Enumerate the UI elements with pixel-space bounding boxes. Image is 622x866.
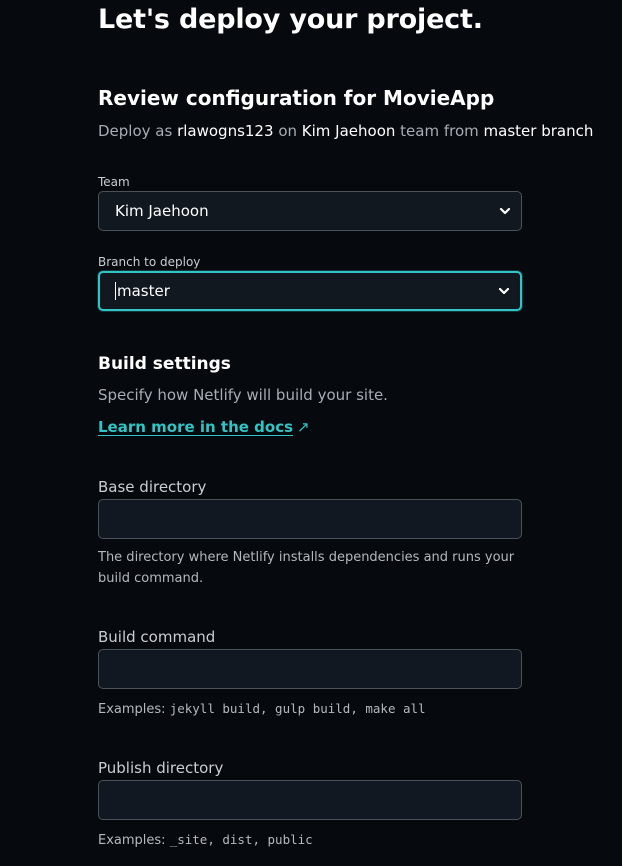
build-command-help-prefix: Examples: [98, 702, 166, 717]
build-command-help [98, 698, 528, 720]
docs-link[interactable] [98, 418, 310, 436]
publish-directory-label: Publish directory [98, 759, 224, 777]
team-label: Team [98, 175, 130, 189]
base-directory-help: The directory where Netlify installs dependencies and runs your build command. [98, 550, 515, 586]
team-select[interactable] [98, 191, 522, 231]
build-command-input[interactable] [98, 649, 522, 689]
deploy-branch: master branch [483, 122, 594, 140]
base-directory-label: Base directory [98, 478, 207, 496]
build-settings-description: Specify how Netlify will build your site. [98, 386, 388, 404]
publish-directory-help [98, 829, 528, 851]
build-command-label: Build command [98, 628, 216, 646]
docs-link-text: Learn more in the docs [98, 418, 294, 436]
deploy-team-word: team from [400, 122, 479, 140]
review-config-title: Review configuration for MovieApp [98, 86, 495, 110]
base-directory-input[interactable] [98, 499, 522, 539]
text-caret [115, 282, 116, 300]
branch-select-value: master [117, 282, 170, 300]
deploy-user: rlawogns123 [177, 122, 274, 140]
build-command-examples: jekyll build, gulp build, make all [169, 701, 426, 716]
deploy-team: Kim Jaehoon [301, 122, 396, 140]
team-select-value: Kim Jaehoon [115, 202, 209, 220]
branch-label: Branch to deploy [98, 255, 201, 269]
chevron-down-icon [498, 285, 510, 297]
external-link-icon: ↗ [297, 418, 310, 436]
deploy-as-prefix: Deploy as [98, 122, 173, 140]
deploy-on-word: on [278, 122, 297, 140]
chevron-down-icon [499, 205, 511, 217]
page-title: Let's deploy your project. [98, 4, 483, 35]
publish-directory-examples: _site, dist, public [169, 832, 313, 847]
publish-directory-input[interactable] [98, 780, 522, 820]
deploy-summary [98, 122, 593, 140]
branch-select[interactable] [98, 271, 522, 311]
build-settings-title: Build settings [98, 354, 231, 374]
publish-directory-help-prefix: Examples: [98, 833, 166, 848]
